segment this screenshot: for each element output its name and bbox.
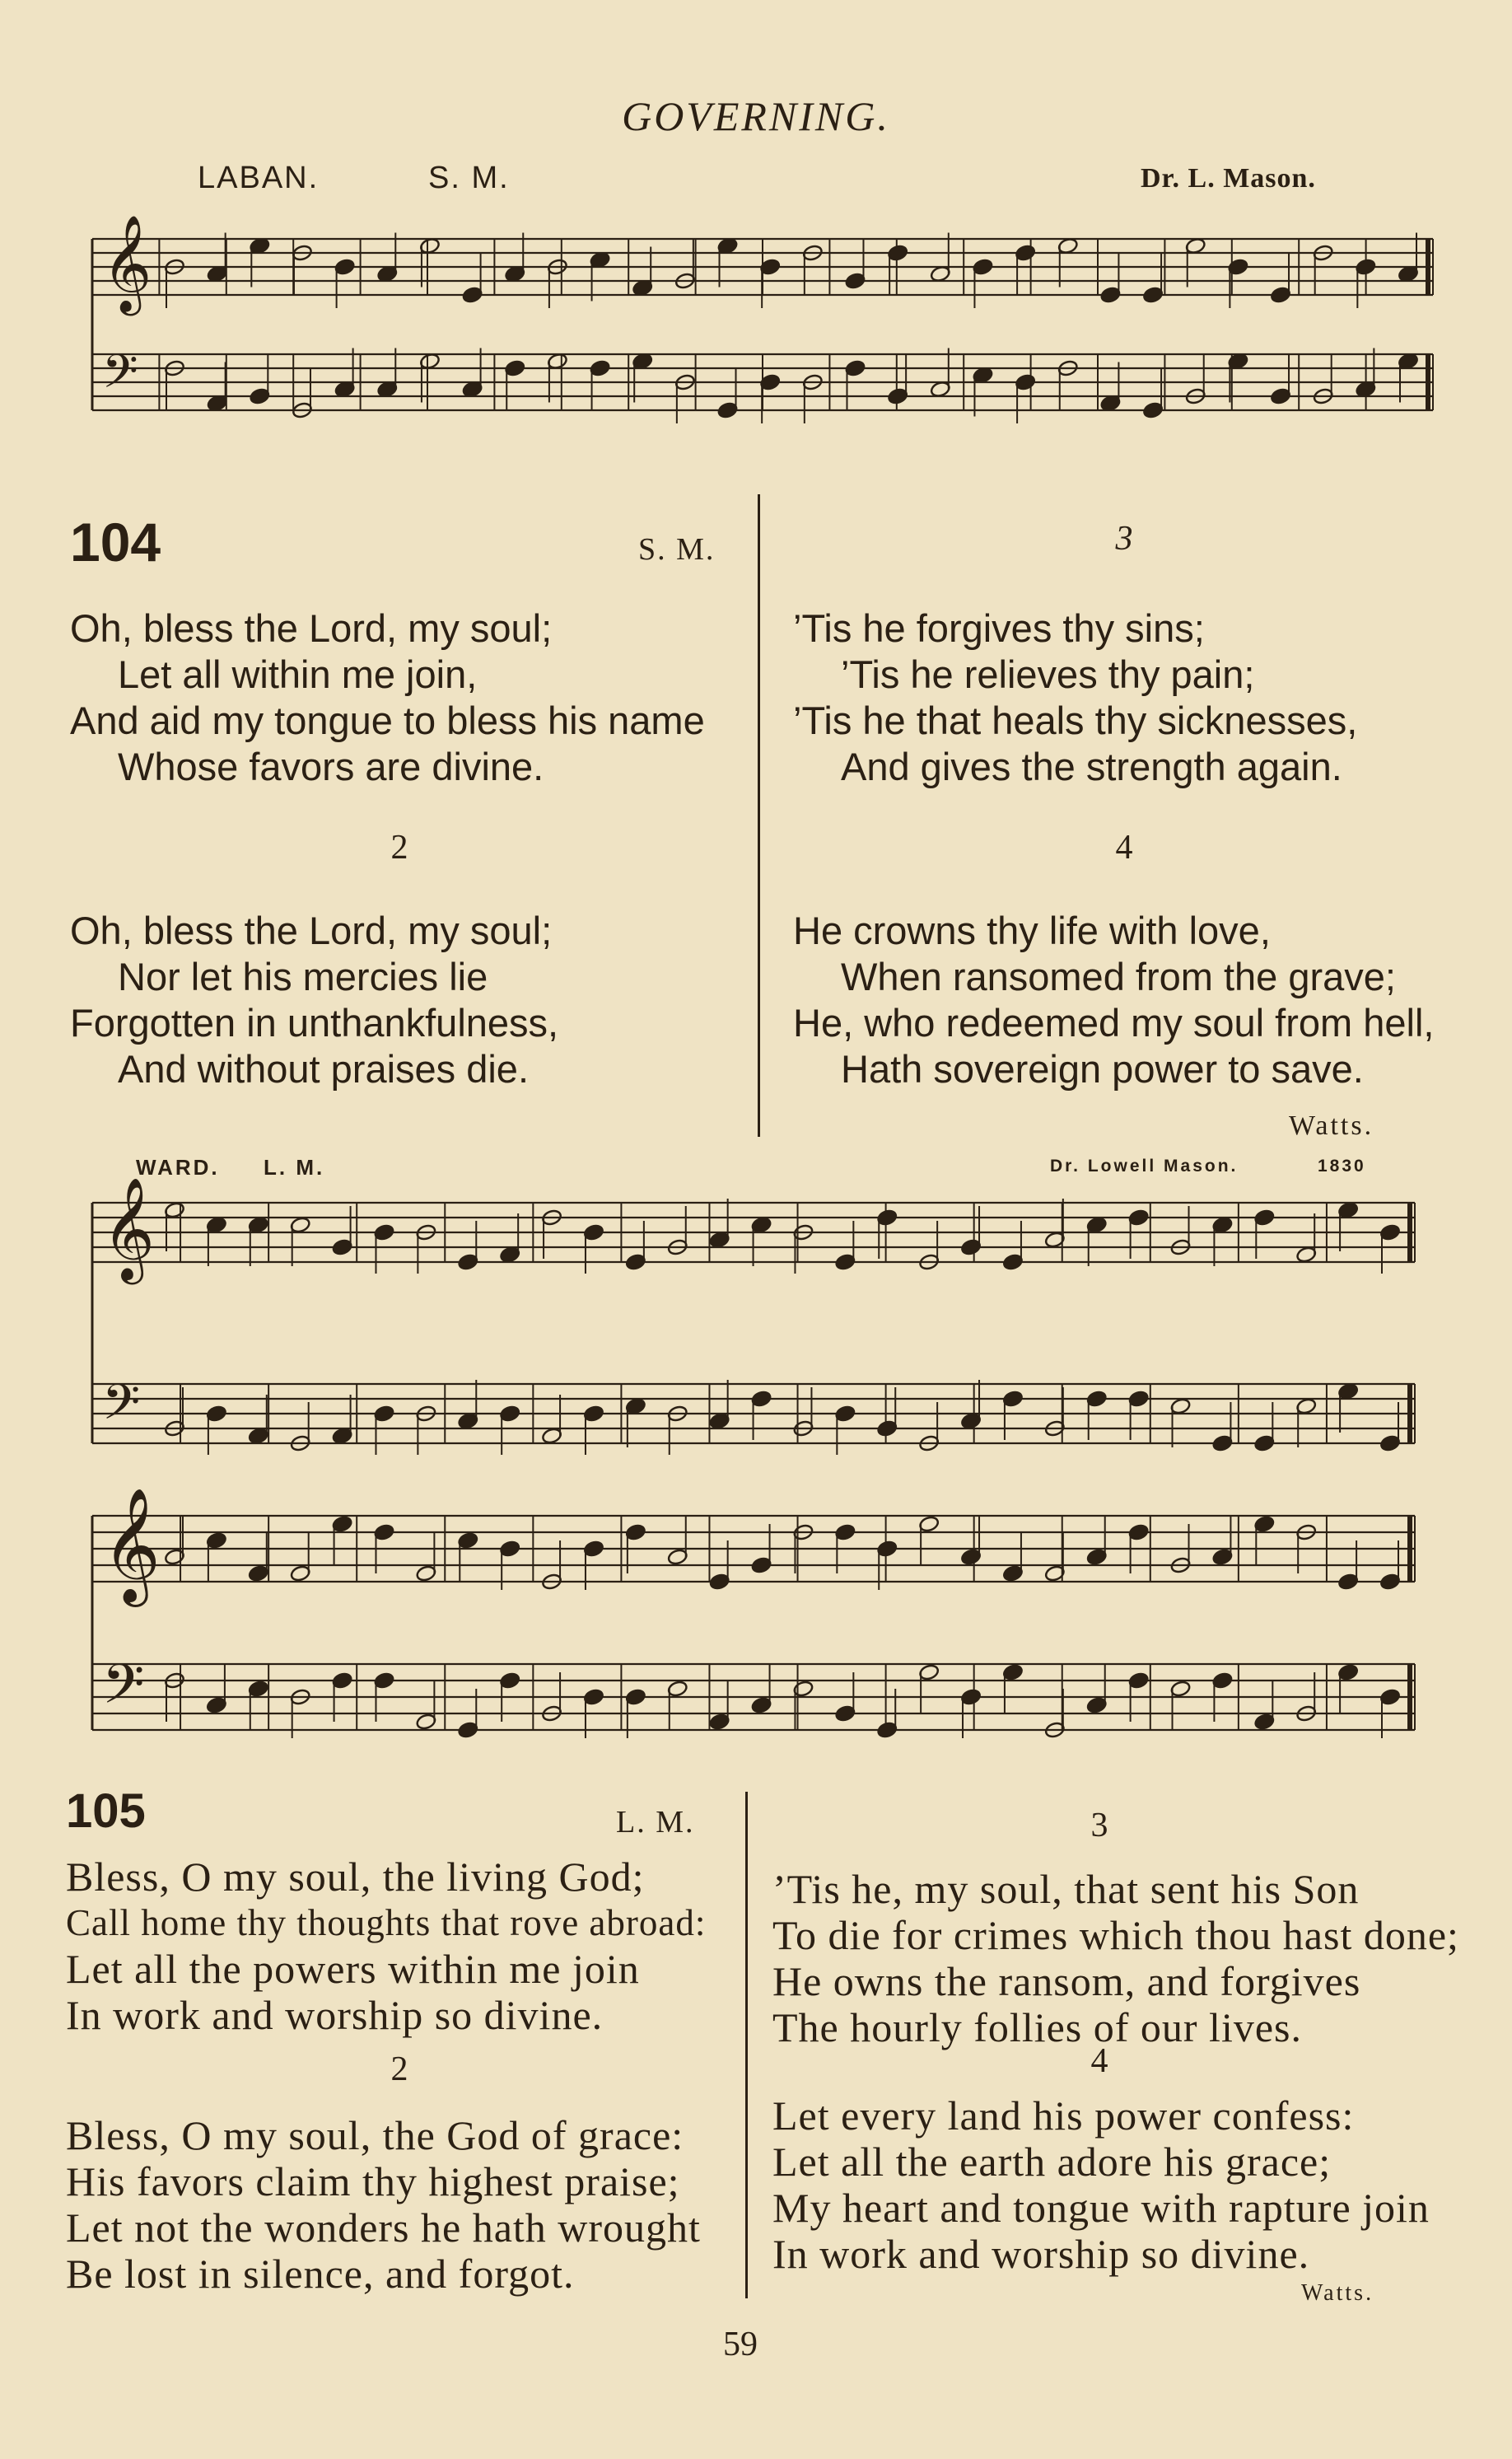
stanza-number: 4	[1115, 829, 1133, 867]
verse-line: Bless, O my soul, the God of grace:	[66, 2112, 684, 2158]
verse-line: In work and worship so divine.	[66, 1992, 604, 2038]
hymn-105-stanza-1	[66, 1854, 706, 2038]
svg-text:𝄞: 𝄞	[102, 1177, 155, 1280]
verse-line: Bless, O my soul, the living God;	[66, 1854, 645, 1900]
hymn-105-stanza-4	[772, 2092, 1430, 2277]
page-number: 59	[723, 2326, 758, 2363]
verse-line: To die for crimes which thou hast done;	[772, 1912, 1459, 1958]
verse-line: He, who redeemed my soul from hell,	[793, 1001, 1435, 1045]
verse-line: His favors claim thy highest praise;	[66, 2158, 680, 2204]
stanza-number: 2	[390, 829, 408, 867]
column-divider	[745, 1792, 748, 2298]
hymn-104-stanza-4	[793, 908, 1434, 1092]
verse-line: Let all within me join,	[118, 652, 478, 696]
verse-line: And gives the strength again.	[841, 745, 1342, 788]
hymn-number: 105	[66, 1784, 146, 1838]
verse-line: Let not the wonders he hath wrought	[66, 2204, 701, 2251]
hymn-104-stanza-1	[70, 605, 705, 790]
verse-line: And without praises die.	[118, 1047, 530, 1091]
tune-year: 1830	[1318, 1157, 1366, 1176]
verse-line: When ransomed from the grave;	[841, 955, 1396, 998]
verse-line: And aid my tongue to bless his name	[70, 699, 705, 742]
verse-line: Be lost in silence, and forgot.	[66, 2251, 575, 2297]
hymn-105-stanza-2	[66, 2112, 701, 2297]
hymn-104-stanza-3	[793, 605, 1357, 790]
hymn-number: 104	[70, 512, 161, 573]
svg-text:𝄞: 𝄞	[102, 214, 152, 312]
tune-meter: L. M.	[264, 1155, 325, 1180]
hymn-author: Watts.	[1289, 1110, 1374, 1141]
svg-text:𝄢: 𝄢	[102, 1653, 145, 1729]
verse-line: He crowns thy life with love,	[793, 909, 1271, 952]
verse-line: ’Tis he forgives thy sins;	[793, 606, 1205, 650]
hymn-105-stanza-3	[772, 1866, 1459, 2050]
verse-line: ’Tis he relieves thy pain;	[841, 652, 1255, 696]
verse-line: Oh, bless the Lord, my soul;	[70, 606, 553, 650]
tune-composer: Dr. L. Mason.	[1141, 163, 1316, 194]
stanza-number: 3	[1115, 520, 1133, 558]
verse-line: Let all the powers within me join	[66, 1946, 640, 1992]
verse-line: Oh, bless the Lord, my soul;	[70, 909, 553, 952]
verse-line: Call home thy thoughts that rove abroad:	[66, 1902, 707, 1943]
verse-line: Whose favors are divine.	[118, 745, 544, 788]
column-divider	[758, 494, 760, 1137]
stanza-number: 4	[1090, 2042, 1108, 2080]
svg-text:𝄢: 𝄢	[102, 345, 138, 410]
stanza-number: 2	[390, 2050, 408, 2088]
hymn-104-stanza-2	[70, 908, 558, 1092]
hymn-meter: S. M.	[638, 532, 716, 567]
tune-composer: Dr. Lowell Mason.	[1050, 1157, 1239, 1176]
verse-line: Let all the earth adore his grace;	[772, 2139, 1332, 2185]
verse-line: In work and worship so divine.	[772, 2231, 1310, 2277]
verse-line: The hourly follies of our lives.	[772, 2004, 1302, 2050]
verse-line: ’Tis he that heals thy sicknesses,	[793, 699, 1358, 742]
verse-line: Nor let his mercies lie	[118, 955, 488, 998]
svg-text:𝄢: 𝄢	[102, 1373, 141, 1442]
stanza-number: 3	[1090, 1807, 1108, 1844]
verse-line: My heart and tongue with rapture join	[772, 2185, 1430, 2231]
verse-line: ’Tis he, my soul, that sent his Son	[772, 1866, 1360, 1912]
svg-text:𝄞: 𝄞	[102, 1488, 161, 1602]
verse-line: Hath sovereign power to save.	[841, 1047, 1364, 1091]
verse-line: He owns the ransom, and forgives	[772, 1958, 1361, 2004]
hymn-meter: L. M.	[616, 1805, 695, 1840]
verse-line: Let every land his power confess:	[772, 2092, 1355, 2139]
verse-line: Forgotten in unthankfulness,	[70, 1001, 559, 1045]
tune-meter: S. M.	[428, 161, 510, 195]
tune-name: WARD.	[136, 1155, 220, 1180]
section-title: GOVERNING.	[622, 93, 890, 139]
hymn-author: Watts.	[1301, 2280, 1374, 2306]
tune-name: LABAN.	[198, 161, 320, 195]
